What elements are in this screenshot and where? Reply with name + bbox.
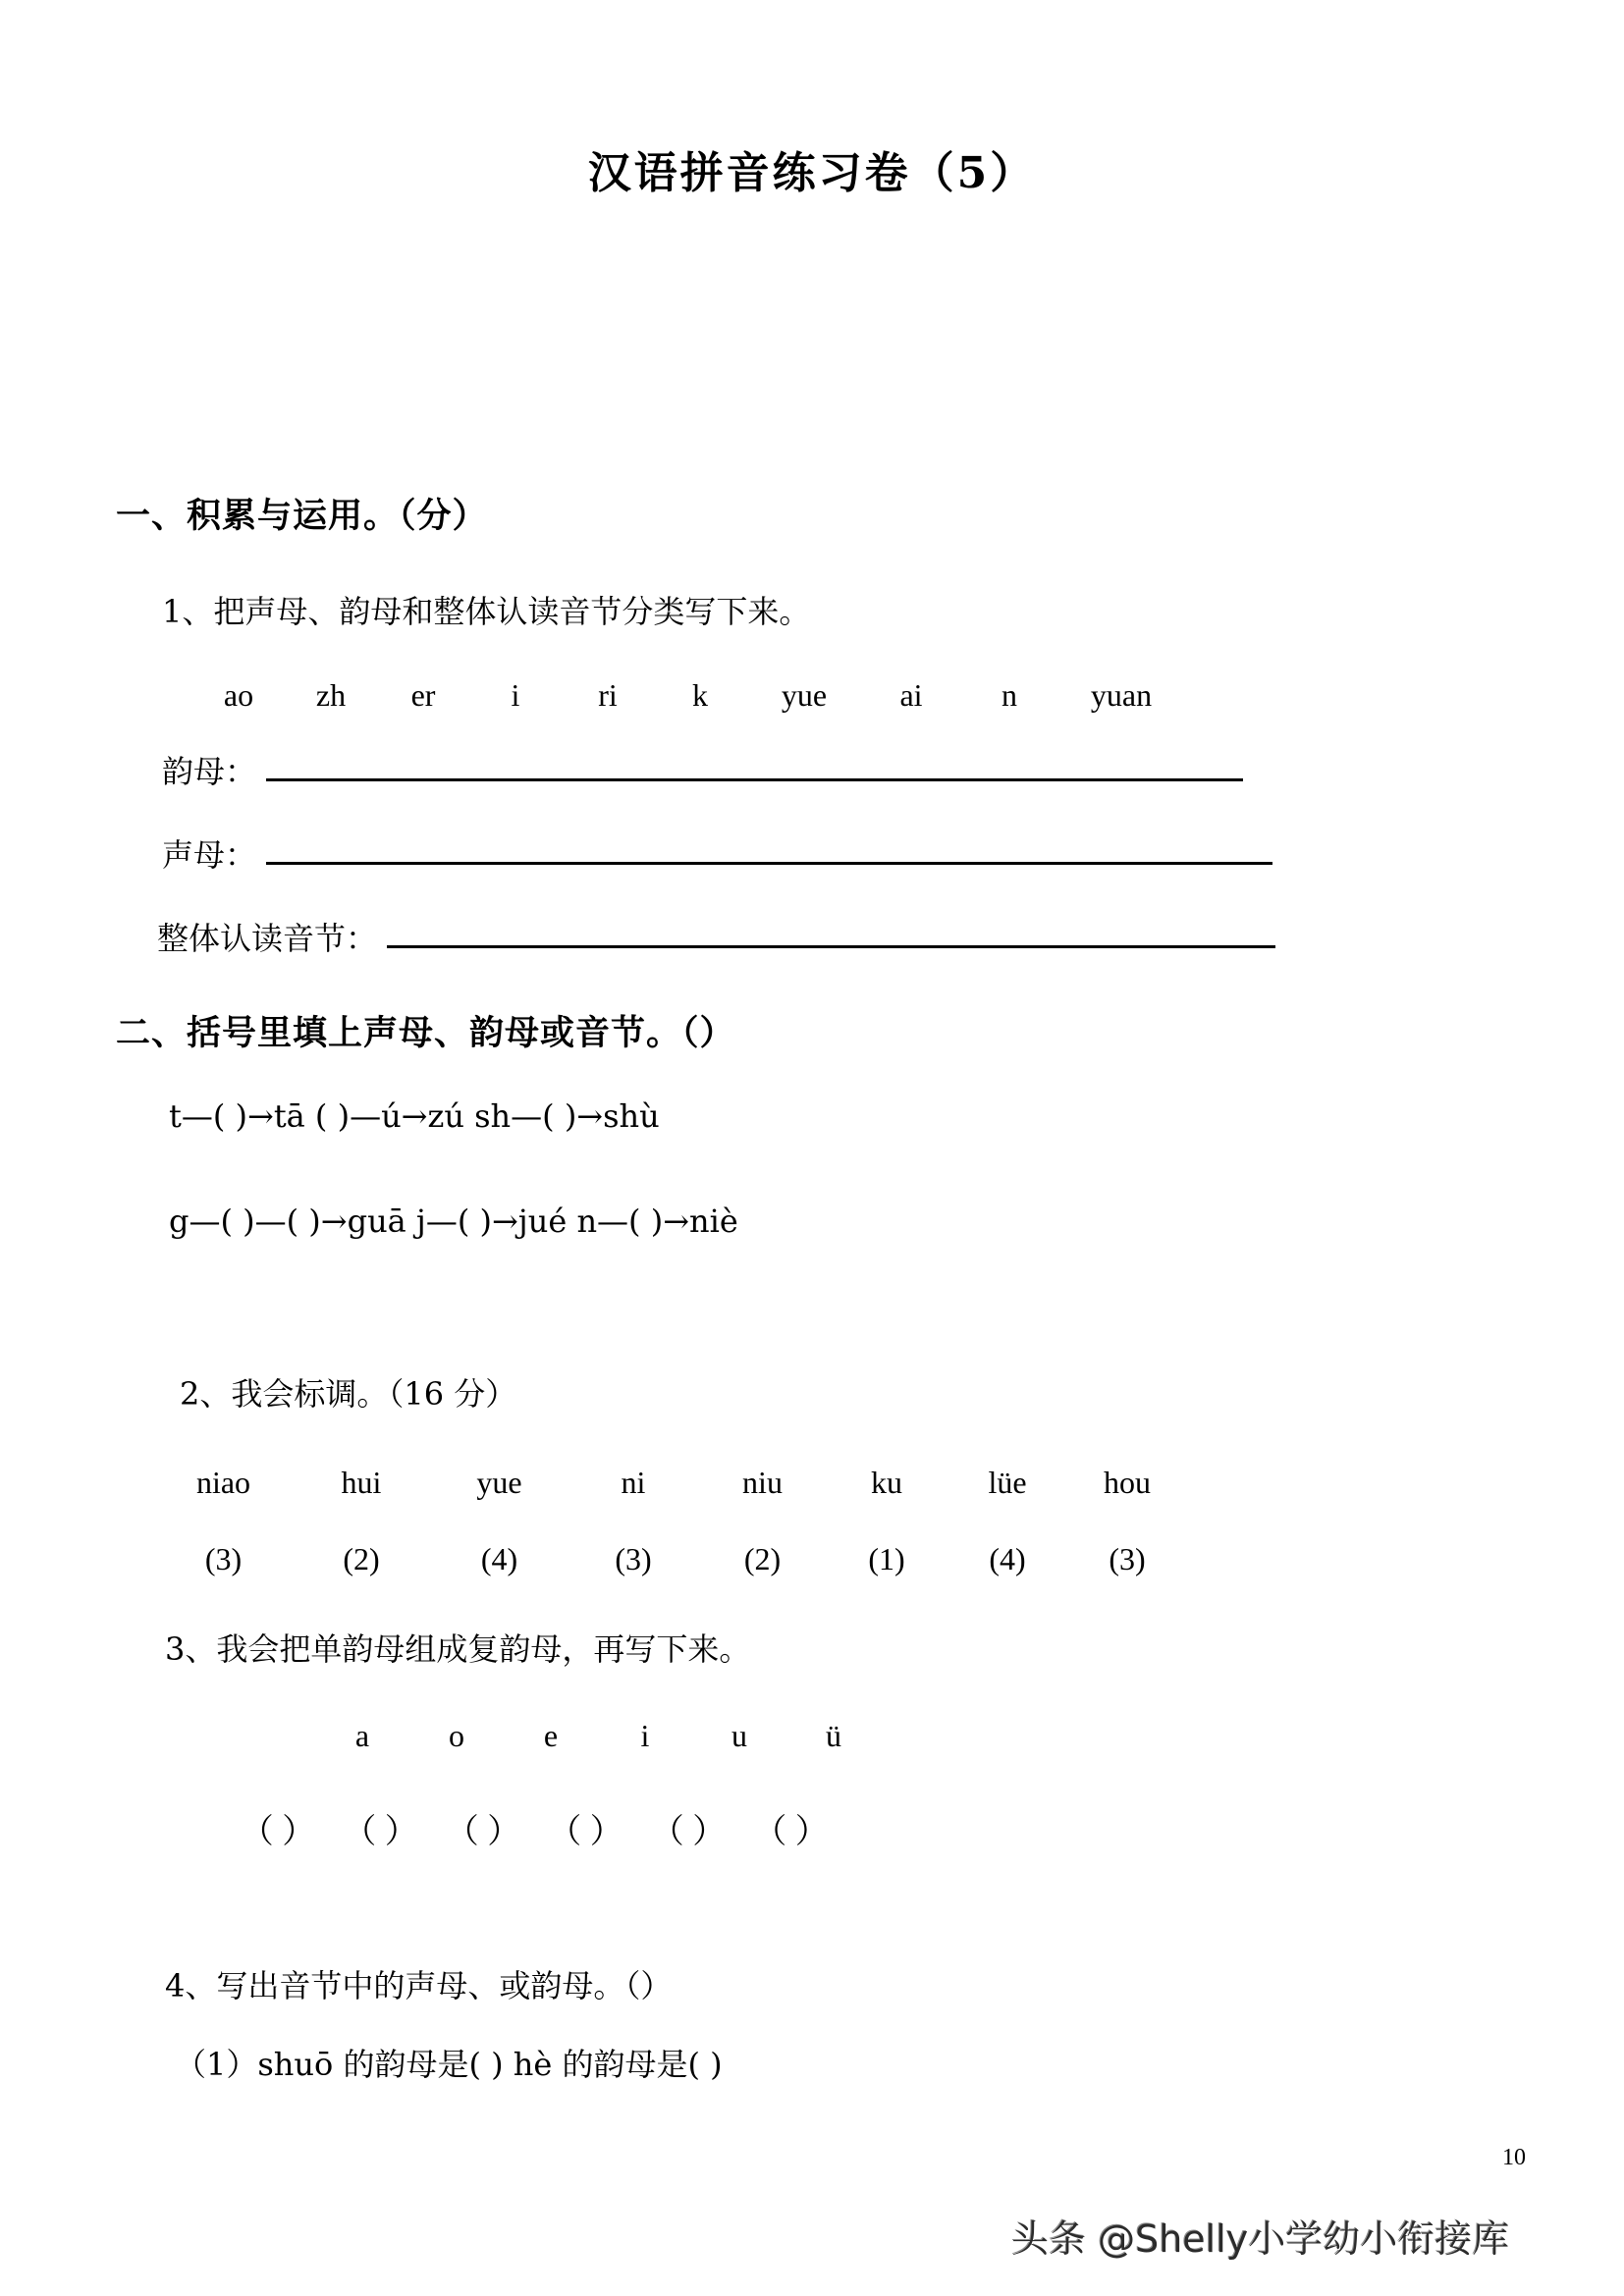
question-2-syllable-list — [157, 1465, 1181, 1501]
syllable-item: yue — [781, 677, 828, 713]
page-number: 10 — [1502, 2145, 1526, 2170]
vowel-item: u — [731, 1718, 747, 1753]
syllable-item: ni — [621, 1465, 646, 1500]
syllable-item: hou — [1104, 1465, 1151, 1500]
blank-bracket[interactable]: （ ） — [445, 1814, 521, 1850]
syllable-item: ku — [871, 1465, 902, 1500]
tone-item: (3) — [204, 1541, 243, 1576]
answer-rule-yunmu[interactable] — [266, 778, 1243, 781]
question-2-tone-list — [157, 1541, 1181, 1577]
fill-row-2[interactable]: g—( )—( )→guā j—( )→jué n—( )→niè — [169, 1202, 738, 1240]
syllable-item: k — [692, 677, 708, 713]
page-title: 汉语拼音练习卷（5） — [587, 148, 1037, 198]
answer-row-yunmu[interactable] — [162, 753, 1243, 790]
question-1-prompt: 1、把声母、韵母和整体认读音节分类写下来。 — [162, 593, 811, 630]
question-4-prompt: 4、写出音节中的声母、或韵母。（） — [165, 1967, 673, 2004]
tone-item: (2) — [343, 1541, 380, 1576]
question-1-syllable-list — [196, 677, 1180, 714]
answer-label-shengmu: 声母： — [162, 836, 257, 874]
blank-bracket[interactable]: （ ） — [650, 1814, 727, 1850]
answer-rule-zhengti[interactable] — [387, 945, 1275, 948]
syllable-item: ao — [223, 677, 254, 713]
answer-row-zhengti[interactable] — [157, 920, 1275, 957]
vowel-item: i — [640, 1718, 650, 1753]
question-2-prompt: 2、我会标调。（16 分） — [180, 1375, 517, 1413]
blank-bracket[interactable]: （ ） — [548, 1814, 623, 1850]
tone-item: (3) — [1109, 1541, 1146, 1576]
vowel-item: ü — [826, 1718, 841, 1753]
tone-item: (1) — [868, 1541, 905, 1576]
tone-item: (3) — [615, 1541, 652, 1576]
syllable-item: yuan — [1090, 677, 1153, 713]
tone-item: (4) — [480, 1541, 518, 1576]
section-heading-one: 一、积累与运用。（分） — [116, 497, 488, 536]
section-heading-two: 二、括号里填上声母、韵母或音节。（） — [116, 1014, 735, 1053]
question-3-vowel-list — [319, 1718, 877, 1754]
tone-item: (4) — [989, 1541, 1026, 1576]
answer-row-shengmu[interactable] — [162, 836, 1272, 874]
answer-label-zhengti: 整体认读音节： — [157, 920, 378, 957]
watermark: 头条 @Shelly小学幼小衔接库 — [1011, 2217, 1510, 2261]
syllable-item: i — [511, 677, 520, 713]
syllable-item: yue — [476, 1465, 522, 1500]
syllable-item: er — [410, 677, 436, 713]
syllable-item: hui — [341, 1465, 382, 1500]
syllable-item: niu — [742, 1465, 783, 1500]
question-4-line-1[interactable]: （1）shuō 的韵母是( ) hè 的韵母是( ) — [175, 2046, 723, 2083]
fill-row-1[interactable]: t—( )→tā ( )—ú→zú sh—( )→shù — [169, 1097, 660, 1135]
syllable-item: lüe — [988, 1465, 1027, 1500]
syllable-item: zh — [315, 677, 347, 713]
blank-bracket[interactable]: （ ） — [240, 1814, 316, 1850]
syllable-item: n — [1001, 677, 1017, 713]
vowel-item: e — [543, 1718, 559, 1753]
vowel-item: o — [449, 1718, 464, 1753]
vowel-item: a — [354, 1718, 370, 1753]
syllable-item: ri — [598, 677, 618, 713]
blank-bracket[interactable]: （ ） — [753, 1814, 829, 1850]
answer-rule-shengmu[interactable] — [266, 862, 1272, 865]
answer-label-yunmu: 韵母： — [162, 753, 257, 790]
question-3-blank-row[interactable] — [231, 1804, 839, 1852]
syllable-item: niao — [195, 1465, 251, 1500]
syllable-item: ai — [899, 677, 923, 713]
question-3-prompt: 3、我会把单韵母组成复韵母，再写下来。 — [165, 1630, 751, 1668]
blank-bracket[interactable]: （ ） — [343, 1814, 418, 1850]
tone-item: (2) — [743, 1541, 782, 1576]
